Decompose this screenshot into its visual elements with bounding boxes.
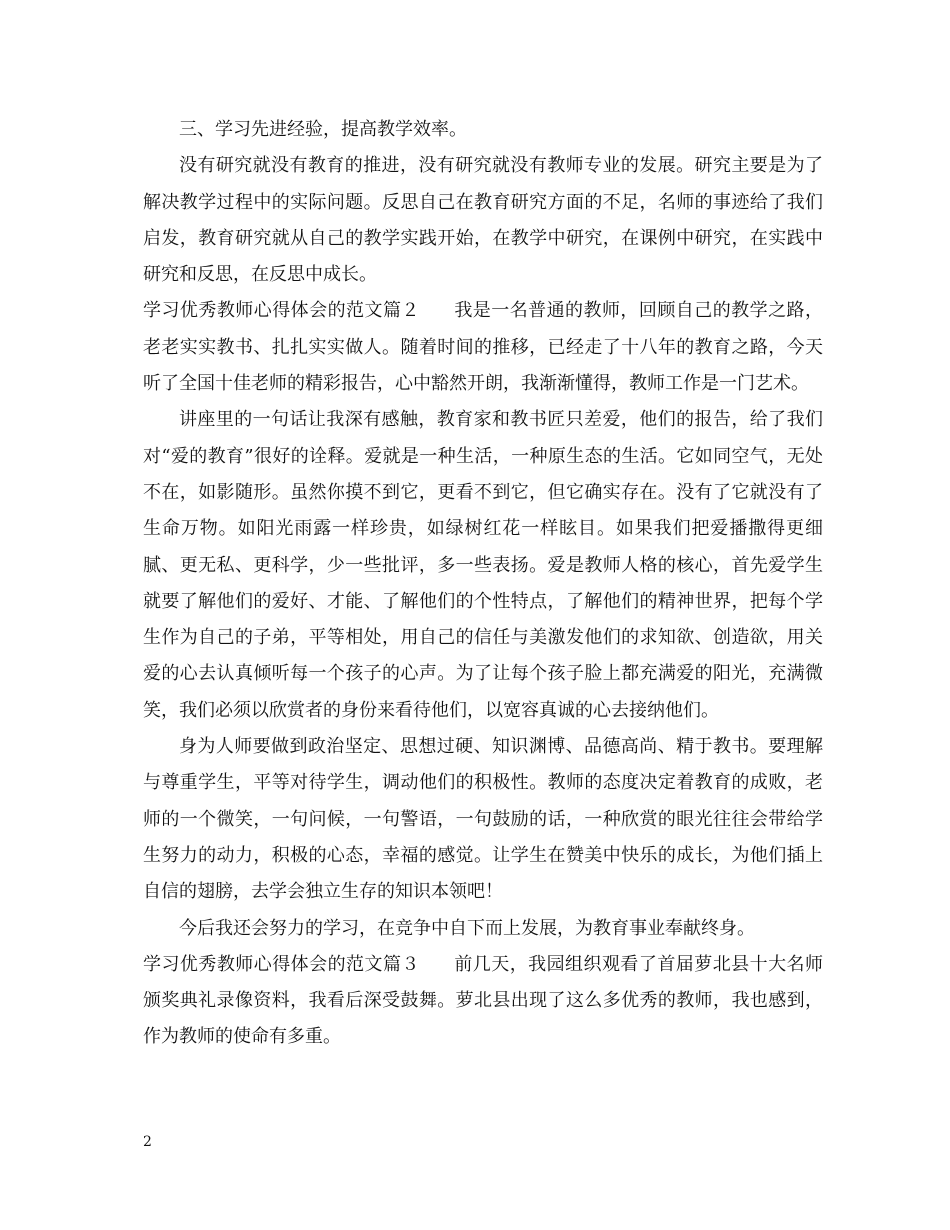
document-body xyxy=(143,112,823,1056)
paragraph-section-three-heading: 三、学习先进经验，提高教学效率。 xyxy=(179,119,467,140)
essay-2-title: 学习优秀教师心得体会的范文篇２ xyxy=(143,300,420,322)
paragraph-essay-2-intro xyxy=(143,293,823,402)
paragraph-love-education: 讲座里的一句话让我深有感触，教育家和教书匠只差爱，他们的报告，给了我们对“爱的教育”很好的诠释。爱就是一种生活，一种原生态的生活。它如同空气，无处不在，如影随形。虽然你摸不到它，更看不到它，但它确实存在。没有了它就没有了生命万物。如阳光雨露一样珍贵，如绿树红花一样眩目。如果我们把爱播撒得更细腻、更无私、更科学，少一些批评，多一些表扬。爱是教师人格的核心，首先爱学生就要了解他们的爱好、才能、了解他们的个性特点，了解他们的精神世界，把每个学生作为自己的子弟，平等相处，用自己的信任与美激发他们的求知欲、创造欲，用关爱的心去认真倾听每一个孩子的心声。为了让每个孩子脸上都充满爱的阳光，充满微笑，我们必须以欣赏者的身份来看待他们，以宽容真诚的心去接纳他们。 xyxy=(143,409,823,721)
essay-3-intro-text: 前几天，我园组织观看了首届萝北县十大名师颁奖典礼录像资料，我看后深受鼓舞。萝北县出现了这么多优秀的教师，我也感到，作为教师的使命有多重。 xyxy=(143,953,824,1048)
page-number: 2 xyxy=(143,1134,152,1150)
paragraph-essay-3-intro xyxy=(143,947,823,1056)
paragraph-teacher-conduct: 身为人师要做到政治坚定、思想过硬、知识渊博、品德高尚、精于教书。要理解与尊重学生，平等对待学生，调动他们的积极性。教师的态度决定着教育的成败，老师的一个微笑，一句问候，一句警语，一句鼓励的话，一种欣赏的眼光往往会带给学生努力的动力，积极的心态，幸福的感觉。让学生在赞美中快乐的成长，为他们插上自信的翅膀，去学会独立生存的知识本领吧！ xyxy=(143,736,823,903)
essay-2-intro-text: 我是一名普通的教师，回顾自己的教学之路，老老实实教书、扎扎实实做人。随着时间的推移，已经走了十八年的教育之路，今天听了全国十佳老师的精彩报告，心中豁然开朗，我渐渐懂得，教师工作是一门艺术。 xyxy=(143,300,824,395)
essay-3-title: 学习优秀教师心得体会的范文篇３ xyxy=(143,953,420,975)
paragraph-future-commitment: 今后我还会努力的学习，在竞争中自下而上发展，为教育事业奉献终身。 xyxy=(179,917,755,939)
paragraph-research: 没有研究就没有教育的推进，没有研究就没有教师专业的发展。研究主要是为了解决教学过程中的实际问题。反思自己在教育研究方面的不足，名师的事迹给了我们启发，教育研究就从自己的教学实践开始，在教学中研究，在课例中研究，在实践中研究和反思，在反思中成长。 xyxy=(143,155,823,286)
